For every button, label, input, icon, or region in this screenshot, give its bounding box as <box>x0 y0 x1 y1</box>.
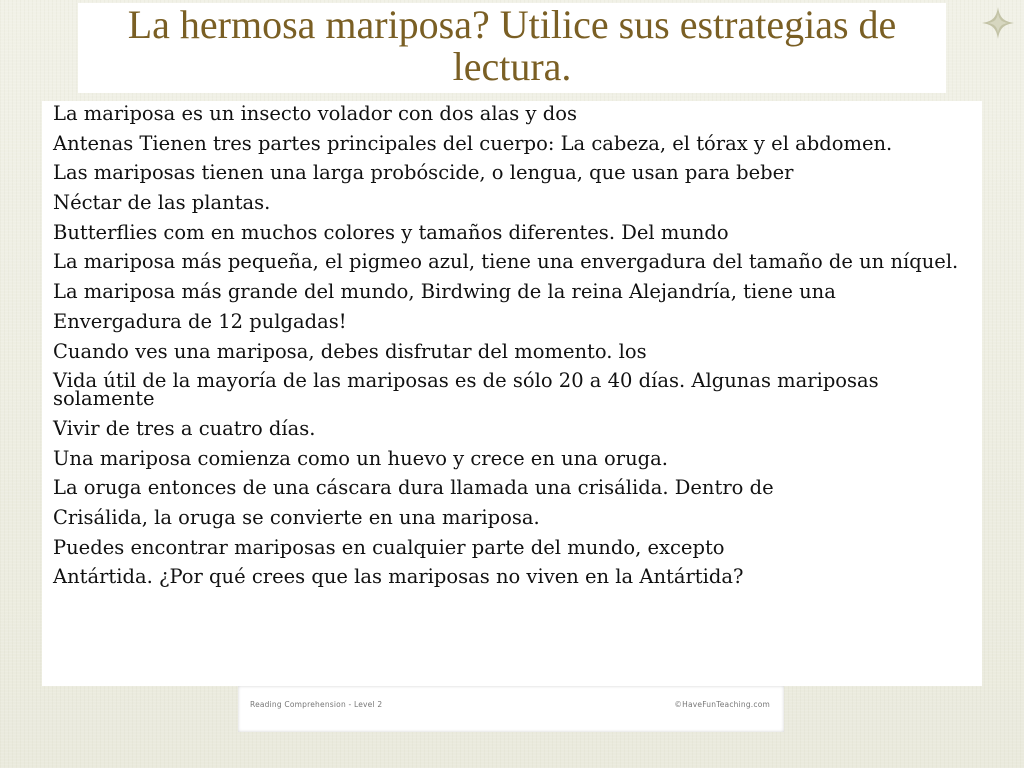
four-point-star-icon <box>981 6 1015 40</box>
passage-line: La mariposa más pequeña, el pigmeo azul, tiene una envergadura del tamaño de un níquel. <box>53 250 959 274</box>
passage-line: Antártida. ¿Por qué crees que las mariposas no viven en la Antártida? <box>53 565 744 589</box>
reading-passage <box>42 101 982 686</box>
passage-line: La mariposa es un insecto volador con dos alas y dos <box>53 102 577 125</box>
footer-copyright: ©HaveFunTeaching.com <box>674 700 770 709</box>
slide-title: La hermosa mariposa? Utilice sus estrategias de lectura. <box>127 2 897 89</box>
passage-line: Néctar de las plantas. <box>53 191 271 215</box>
passage-line: Cuando ves una mariposa, debes disfrutar del momento. los <box>53 339 647 363</box>
passage-line: Butterflies com en muchos colores y tamaños diferentes. Del mundo <box>53 220 729 244</box>
passage-line: Vivir de tres a cuatro días. <box>53 416 316 440</box>
passage-line: Puedes encontrar mariposas en cualquier parte del mundo, excepto <box>53 535 725 559</box>
passage-line: Crisálida, la oruga se convierte en una mariposa. <box>53 505 540 529</box>
passage-line: La mariposa más grande del mundo, Birdwing de la reina Alejandría, tiene una <box>53 280 836 304</box>
footer-level-label: Reading Comprehension - Level 2 <box>250 700 383 709</box>
title-box <box>78 3 946 93</box>
passage-lines <box>53 102 972 589</box>
worksheet-footer <box>238 686 784 732</box>
passage-line: Envergadura de 12 pulgadas! <box>53 309 347 333</box>
passage-line: Antenas Tienen tres partes principales del cuerpo: La cabeza, el tórax y el abdomen. <box>53 131 893 155</box>
passage-line: La oruga entonces de una cáscara dura llamada una crisálida. Dentro de <box>53 476 774 500</box>
passage-line: Vida útil de la mayoría de las mariposas es de sólo 20 a 40 días. Algunas mariposas solamente <box>53 369 879 411</box>
passage-line: Las mariposas tienen una larga probóscide, o lengua, que usan para beber <box>53 161 794 185</box>
passage-line: Una mariposa comienza como un huevo y crece en una oruga. <box>53 446 668 470</box>
